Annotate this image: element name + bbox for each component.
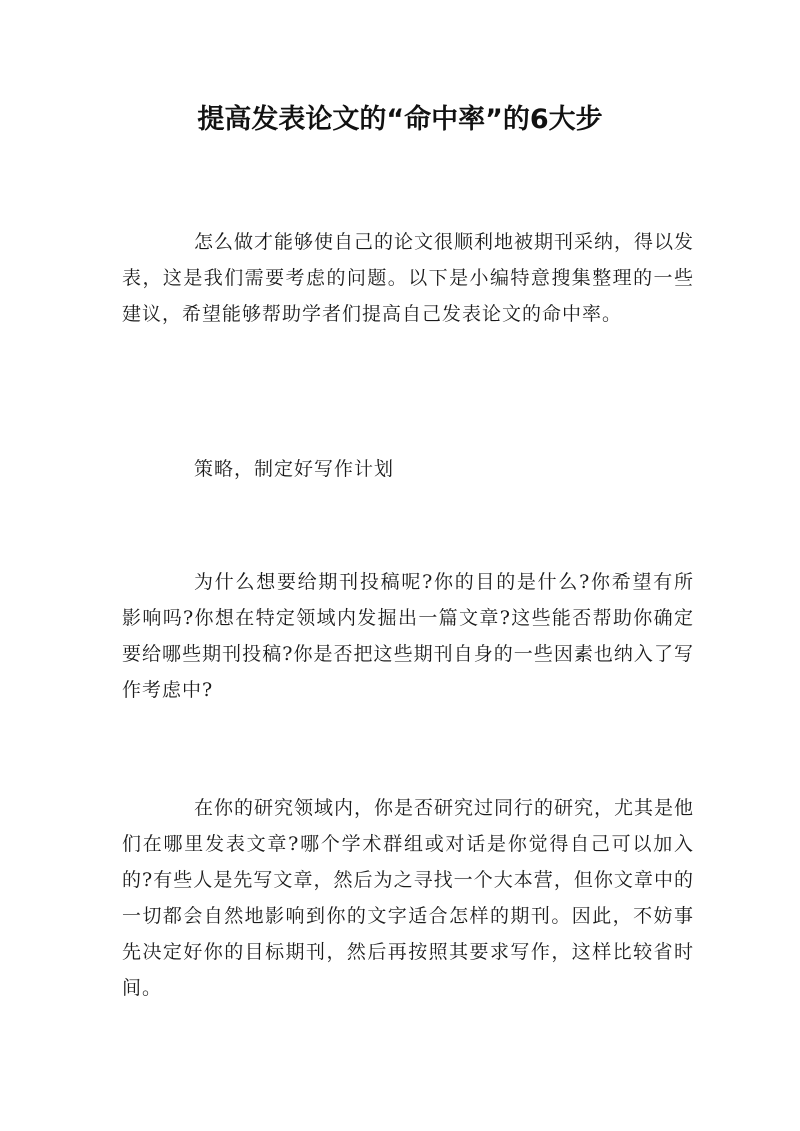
paragraph-research-field: 在你的研究领域内，你是否研究过同行的研究，尤其是他们在哪里发表文章?哪个学术群组或对话是你觉得自己可以加入的?有些人是先写文章，然后为之寻找一个大本营，但你文章中的一切都会自然地影响到你的文字适合怎样的期刊。因此，不妨事先决定好你的目标期刊，然后再按照其要求写作，这样比较省时间。 xyxy=(122,797,695,999)
document-title: 提高发表论文的“命中率”的6大步 xyxy=(197,104,603,135)
paragraph-why-submit: 为什么想要给期刊投稿呢?你的目的是什么?你希望有所影响吗?你想在特定领域内发掘出一篇文章?这些能否帮助你确定要给哪些期刊投稿?你是否把这些期刊自身的一些因素也纳入了写作考虑中? xyxy=(122,571,694,701)
paragraph-intro: 怎么做才能够使自己的论文很顺利地被期刊采纳，得以发表，这是我们需要考虑的问题。以下是小编特意搜集整理的一些建议，希望能够帮助学者们提高自己发表论文的命中率。 xyxy=(122,231,695,325)
paragraph-strategy-heading: 策略，制定好写作计划 xyxy=(194,458,395,480)
